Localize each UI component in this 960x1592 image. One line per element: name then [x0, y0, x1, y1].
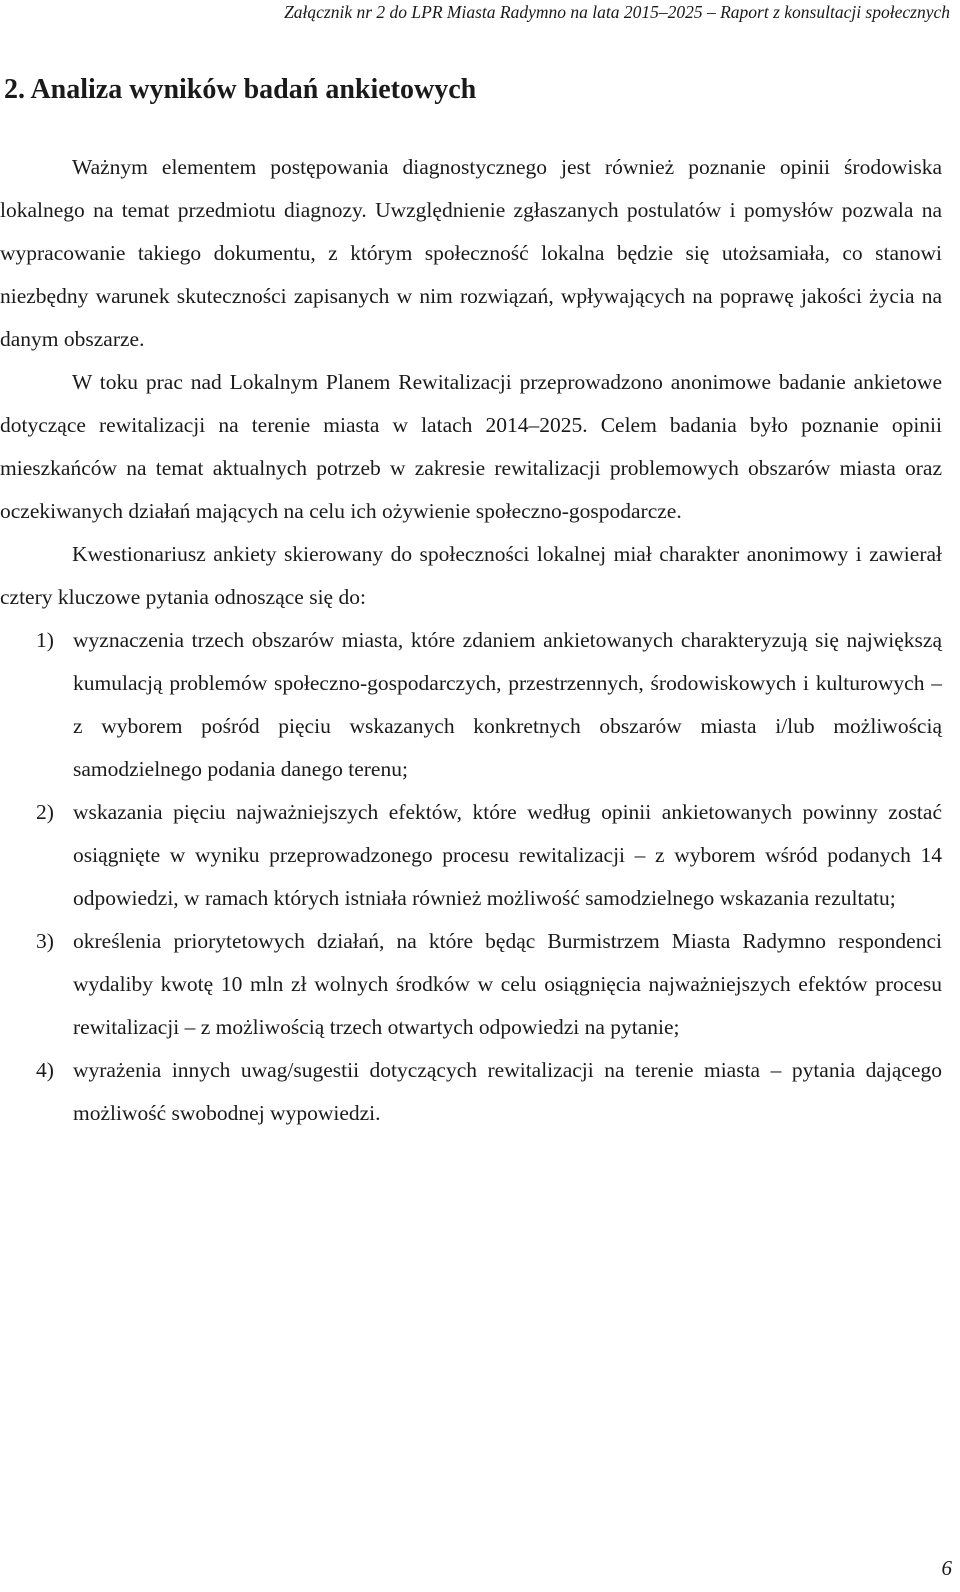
- list-item-text: określenia priorytetowych działań, na które będąc Burmistrzem Miasta Radymno respondenci wydaliby kwotę 10 mln zł wolnych środków w celu osiągnięcia najważniejszych efektów procesu rewitalizacji – z możliwością trzech otwartych odpowiedzi na pytanie;: [73, 929, 942, 1039]
- document-body: [0, 146, 942, 1135]
- page-number: 6: [941, 1556, 952, 1580]
- section-heading: 2. Analiza wyników badań ankietowych: [4, 74, 477, 105]
- paragraph-questionnaire: Kwestionariusz ankiety skierowany do społeczności lokalnej miał charakter anonimowy i zawierał cztery kluczowe pytania odnoszące się do:: [0, 542, 942, 609]
- list-item-text: wyznaczenia trzech obszarów miasta, które zdaniem ankietowanych charakteryzują się największą kumulacją problemów społeczno-gospodarczych, przestrzennych, środowiskowych i kulturowych – z wyborem pośród pięciu wskazanych konkretnych obszarów miasta i/lub możliwością samodzielnego podania danego terenu;: [73, 628, 942, 781]
- list-item-number: 1): [36, 628, 54, 652]
- list-item: [0, 1049, 942, 1135]
- list-item: [0, 920, 942, 1049]
- list-item-text: wskazania pięciu najważniejszych efektów, które według opinii ankietowanych powinny zostać osiągnięte w wyniku przeprowadzonego procesu rewitalizacji – z wyborem wśród podanych 14 odpowiedzi, w ramach których istniała również możliwość samodzielnego wskazania rezultatu;: [73, 800, 942, 910]
- paragraph-survey: W toku prac nad Lokalnym Planem Rewitalizacji przeprowadzono anonimowe badanie ankietowe dotyczące rewitalizacji na terenie miasta w latach 2014–2025. Celem badania było poznanie opinii mieszkańców na temat aktualnych potrzeb w zakresie rewitalizacji problemowych obszarów miasta oraz oczekiwanych działań mających na celu ich ożywienie społeczno-gospodarcze.: [0, 370, 942, 523]
- list-item-number: 4): [36, 1058, 54, 1082]
- question-list: [0, 619, 942, 1135]
- list-item: [0, 791, 942, 920]
- list-item: [0, 619, 942, 791]
- paragraph-intro: Ważnym elementem postępowania diagnostycznego jest również poznanie opinii środowiska lokalnego na temat przedmiotu diagnozy. Uwzględnienie zgłaszanych postulatów i pomysłów pozwala na wypracowanie takiego dokumentu, z którym społeczność lokalna będzie się utożsamiała, co stanowi niezbędny warunek skuteczności zapisanych w nim rozwiązań, wpływających na poprawę jakości życia na danym obszarze.: [0, 155, 942, 351]
- running-header: Załącznik nr 2 do LPR Miasta Radymno na lata 2015–2025 – Raport z konsultacji społecznych: [284, 2, 950, 22]
- list-item-number: 2): [36, 800, 54, 824]
- list-item-number: 3): [36, 929, 54, 953]
- list-item-text: wyrażenia innych uwag/sugestii dotyczących rewitalizacji na terenie miasta – pytania dającego możliwość swobodnej wypowiedzi.: [73, 1058, 942, 1125]
